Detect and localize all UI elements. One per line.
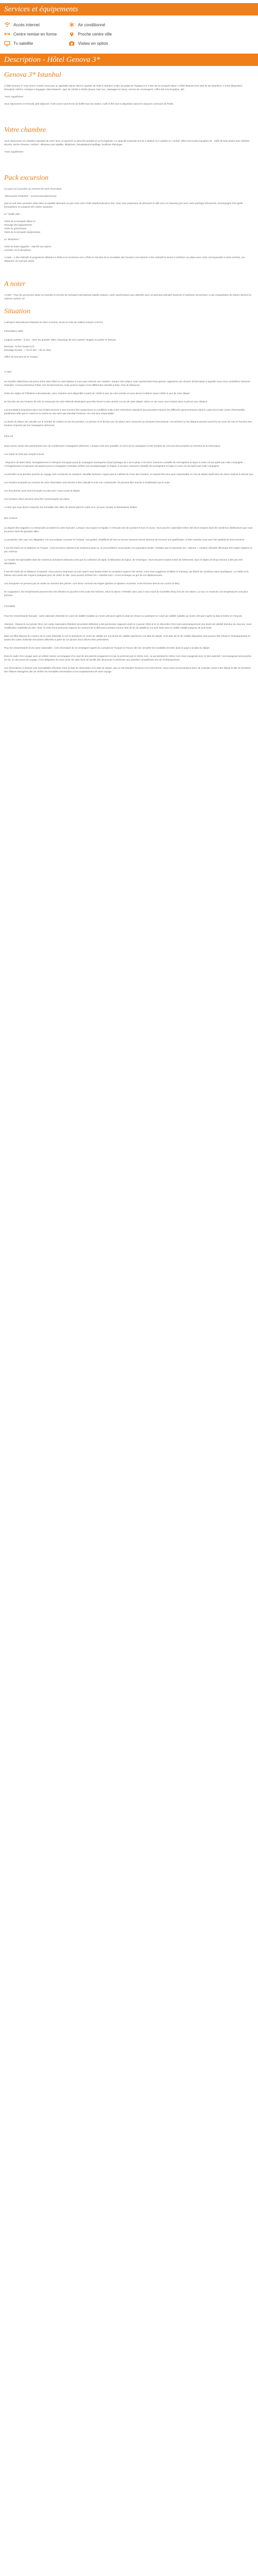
service-item (69, 40, 123, 46)
situation-paragraph: La première et la dernière journée du voyage sont consacrés au transport. Mondial Tourisme n'ayant pas la maîtrise du choix des horaires, ne saurait être tenu pour responsable en cas de départ tardif et/ou de retour matinal le dernier jour. (4, 473, 254, 476)
info-line: Office du tourisme de la Turquie (4, 355, 38, 358)
pack-paragraph: Visite de la mosquée Suleymaniye (4, 231, 41, 233)
service-label: Air conditionné (78, 22, 105, 27)
situation-heading: Situation (4, 308, 30, 315)
service-item (69, 31, 123, 37)
situation-paragraph: A noter que vous devez respecter les formalités des villes de transit (dans le cadre d'un vol avec escale) et destinations finales. (4, 506, 138, 509)
service-label: Tv satellite (13, 41, 34, 46)
subheading: Formalités (4, 605, 15, 607)
situation-paragraph: L'aéroport international d'Istanbul se situe à environ 45 km et celui de Sabiha Gokçen à 50 km. (4, 321, 104, 324)
description-title: Description - Hôtel Genova 3* (4, 56, 100, 64)
pack-paragraph: Le "Bosphore" : (4, 238, 21, 241)
hotel-heading: Genova 3* Istanbul (4, 71, 61, 79)
situation-paragraph: Les prestations proposées dans nos forfaits peuvent à tout moment être suspendues ou modifiées suite à des restrictions sanitaires qui pourraient imposer les différents gouvernements dans le cadre de la lutte contre d'éventuelles pandémies telle que le Covid-19 ou autres et cela sans que Mondial Tourisme n'en soit tenu responsable. (4, 409, 245, 415)
pack-paragraph: "Découverte d'Istanbul" : (4 Excursions/personne) (4, 195, 57, 197)
service-item (4, 40, 58, 46)
service-label: Proche centre ville (78, 31, 112, 37)
situation-paragraph: Il est très facile de se déplacer à Istanbul. Vous pouvez emprunter un taxi mais il vous faudra éviter la circulation toujours très dense, nous vous suggérons d'utiliser le tramway, qui désert de nombreux sites touristiques. La météo et le bateau sont aussi des moyens pratiques pour de visiter la ville. Vous pouvez acheter les « Istanbul Kart » et les recharger au gré de vos déplacements. (4, 570, 249, 577)
room-heading: Votre chambre (4, 126, 46, 134)
situation-paragraph: Il est très facile de se déplacer en Turquie : vous trouverez aisément de nombreux taxis ou, si vous préférez vous joindre à la population locale, n'hésitez pas à emprunter les « dolmus », minibus collectifs effectuant des trajets réguliers et peu onéreux. (4, 547, 252, 553)
situation-paragraph: Les horaires retour peuvent vous être communiqués sur place. (4, 498, 70, 500)
service-item (69, 22, 123, 28)
snowflake-icon (69, 22, 75, 28)
situation-paragraph: Pour les ressortissants français : carte nationale d'identité en cours de validité (valable au moins 180 jours après la date de retour) ou passeport en cours de validité (valable au moins 150 jours après la date d'entrée en Turquie). (4, 615, 243, 617)
service-label: Centre remise en forme (13, 31, 57, 37)
situation-paragraph: En Cappadoce, les températures peuvent être très élevées en journée et les nuits très fraîches, selon la saison. N'hésitez donc pas à vous munir de bouteilles d'eau lors de vos visites. La nuit, en revanche, les températures sont plus fraîches. (4, 590, 248, 597)
situation-paragraph: Mais cet effet dispose du contenu de la carte d'identité ou sur le passeport en cours de validité sur une durée de validité supérieure à la date de départ. Si la date de fin de validité dépassée vous pouvez être refusé à l'embarquement et seules les cartes d'identité sécurisées délivrées à partir du 1er janvier 2014 doivent être présentées. (4, 635, 250, 641)
situation-paragraph: Le pourboire, bien que non obligatoire, est une pratique courante en Turquie. Les guides, chauffeurs de bus ou encore serveurs seront heureux de recevoir une gratification, si bien entendu vous avez été satisfait de leurs services. (4, 538, 245, 541)
situation-paragraph: En fonction de vos horaires de vols, le restaurant de votre hôtel de destination peut être fermé à votre arrivée ou lors de votre départ. Dans ce cas nous vous invitons donc à prévoir une collation. (4, 400, 208, 403)
pack-paragraph: Visite du bazar égyptien - Marché aux épices (4, 245, 52, 248)
service-label: Accès internet (13, 22, 40, 27)
situation-paragraph: Selon les règles de l'hôtellerie internationale, votre chambre sera disponible à partir de 14h00 le jour de votre arrivée et vous devrez la libérer avant 12h00 le jour de votre départ. (4, 392, 190, 395)
pack-paragraph: Passage des hippodromes (4, 224, 33, 226)
info-line: Décalage horaire : + 1h en été / +2h en hiver (4, 349, 52, 351)
info-line: Langues parlées : le turc - dans les grandes villes, beaucoup de turcs parlent l'anglais et parfois le français (4, 338, 116, 341)
situation-paragraph: Les documents vous seront envoyés au plus tard 7 jours avant le départ. (4, 489, 80, 492)
subheading: Infos vol (4, 435, 13, 437)
hotel-paragraph: L'hôtel Genova 3* vous donne rendez-vous pour un agréable séjour dans le quartier de Fatih à Istanbul, à 5km du palais de Topkapi et à 2,4km de la mosquée bleue. L'hôtel dispose d'un total de 38 chambres. A votre disposition: Réception 24h/24, consigne à bagages, blanchisserie*, spa* de 10h00 à 22h00 (sauna, bain turc, massages et soins), service de conciergerie, coffre-fort à la réception, wifi. (4, 84, 243, 91)
info-line: Monnaie : la livre turque (LT) (4, 345, 35, 348)
tv-icon (4, 40, 10, 46)
dumbbell-icon (4, 31, 10, 37)
pack-paragraph: Le "Vieille ville" : (4, 213, 22, 215)
supplement-note: *Avec supplément (4, 150, 23, 153)
services-title: Services et équipements (4, 5, 78, 13)
situation-paragraph: Dans le cadre d'un voyage avec un enfant mineur accompagné d'un seul de ses parents uniquement et qui ne porterait pas le même nom, ou qui porterait le même nom mais voyagerait avec le tiers autorisé, l'accompagnant devra porter sur lui, un document de voyage. Il est obligatoire de vous munir de votre livret de famille afin de pouvoir le présenter aux autorités compétentes lors de l'embarquement. (4, 655, 252, 661)
room-paragraph: Vous séjournerez en chambre standard de 22m² avec un grand lit ou deux lits simples et un lit d'appoint. La capacité maximale est de 2 adultes ou 2 adultes et 1 enfant. Elles sont toutes équipées de : Salle de bain privée avec toilettes, douche, sèche-cheveux, minibar*, téléviseur par satellite, téléphone, climatisation/chauffage, bouilloire électrique. (4, 140, 250, 146)
situation-paragraph: Un transfert aller/retour est prévu entre votre hôtel ou votre bateau si vous avez réservé une croisière. Durant votre séjour, votre représentant francophone organisera une réunion d'information à laquelle nous vous conseillons vivement d'assister. Il vous présentera l'hôtel, son fonctionnement, mais aussi la région et les différentes activités à faire, hors de distances. (4, 380, 250, 386)
pack-paragraph: Ce pack est à prendre au moment de votre réservation. (4, 188, 62, 190)
pack-paragraph: A noter : A titre indicatif, le programme débutera à 9h30 et se terminera vers 17h00 en fonction de la circulation (les horaires sont donnés à titre indicatif et seront à confirmer sur place avec notre correspondant à votre arrivée). Les déjeuners ne sont pas inclus. (4, 256, 245, 262)
situation-paragraph: Le plupart des magasins ou restaurants acceptent la carte bancaire. Lorsque vous payez en liquide, il n'est pas rare de pousser le bon en euros. Vous pourrez cependant retirer des livres turques dans les nombreux distributeurs que vous trouverez dans les grandes villes. (4, 527, 253, 533)
situation-paragraph: La Turquie est spécialisée dans de nombreux domaines artisanaux tels que la confection de tapis, la fabrication de bijoux, de céramique. Vous trouverez toutes sortes de vêtements, sacs et objets de beaux facture à des prix très abordables. (4, 558, 243, 565)
situation-paragraph: Attention : Depuis le 1er janvier 2014, les cartes nationales d'identité sécurisées délivrées à des personnes majeures entre le 2 janvier 2004 et le 31 décembre 2013 sont automatiquement une durée de validité étendue de cinq ans, sans modification matérielle du titre. Ainsi, la carte d'une personne majeure au moment de la délivrance portant comme date de fin de validité le 2.5 avril 2020 sera en réalité valable jusqu'au 25 avril 2025. (4, 623, 252, 629)
pack-paragraph: Que ce soit votre première visite dans la capitale ottomane ou que vous avez visité Istanbul plusieurs fois, nous vous proposons de découvrir la ville sous un nouveau jour avec notre package découverte, accompagné d'un guide francophone et composé des visites suivantes : (4, 202, 243, 208)
info-heading: Informations utiles (4, 330, 24, 332)
situation-paragraph: La durée du séjour est calculée sur le nombre de nuitées et non de journées. Le premier et le dernier jour du séjour sont consacrés au transport international. Les arrivées ou les départs peuvent avoir lieu en cours de nuit en fonction des horaires imposés par les compagnies aériennes. (4, 420, 252, 427)
subheading: Bon à savoir (4, 517, 18, 519)
pack-paragraph: Visite du grand bazar (4, 227, 27, 230)
situation-paragraph: Nous avons conclu des partenariats avec de nombreuses compagnies aériennes. Lorsque cela sera possible, le choix de la compagnie et des horaires de vol vous sera proposé au moment de la réservation. (4, 445, 221, 447)
pack-paragraph: Croisière sur le Bosphore (4, 249, 31, 251)
note-paragraph: A noter : Pour les personnes ayant un transfert à l'arrivée de l'aéroport international Sabiha Gokçen, notre représentant vous attendra avec un panneau Mondial Tourisme à l'extérieur du terminal, à une cinquantaine de mètres derrière la colonne numéro 10. (4, 294, 251, 300)
situation-paragraph: - Depuis le 26 Mars 2023, l'enregistrement à l'aéroport est payant pour la compagnie SunExpress (Sauf passager de 1 an et plus). Il est donc vivement conseillé de s'enregistrer en ligne si votre vol est opéré par cette compagnie. - L'enregistrement à l'aéroport est payant pour la compagnie Corendon Airlines (10 euros/passager et /trajet). Il est donc vivement conseillé de s'enregistrer en ligne si votre vol est opéré par cette compagnie. (4, 461, 245, 467)
location-pin-icon (69, 31, 75, 37)
description-banner (0, 54, 258, 66)
pack-heading: Pack excursion (4, 174, 49, 182)
wifi-icon (4, 22, 10, 28)
supplement-note: *Avec supplément (4, 95, 23, 98)
situation-paragraph: Les repas ne sont pas compris à bord. (4, 453, 45, 455)
situation-paragraph: Les informations ci-dessus sont susceptibles d'évoluer entre la date de réservation et la date de départ, que ce soit Mondial Tourisme n'en soit informé. Nous vous recommandons donc de consulter avant votre départ le site du ministère des Affaires étrangères afin de vérifier les formalités nécessaires à l'accomplissement de votre voyage. (4, 667, 251, 673)
camera-icon (69, 40, 75, 46)
situation-paragraph: Pour les ressortissants d'une autre nationalité : il est nécessaire de se renseigner auprès du consulat de Turquie en France afin de connaître les modalités d'entrée dans le pays à la date du départ. (4, 647, 211, 649)
situation-paragraph: Les mosquées ne peuvent pas se visiter au moment des prières. Une tenue correcte est exigée (jambes et épaules couvertes, et les femmes devront se couvrir la tête). (4, 582, 180, 585)
services-grid (0, 15, 127, 54)
subheading: A noter (4, 370, 12, 373)
note-heading: A noter (4, 280, 26, 288)
service-label: Visites en option (78, 41, 108, 46)
service-item (4, 22, 58, 28)
pack-paragraph: Visite de la mosquée Bleue et (4, 220, 36, 223)
service-item (4, 31, 58, 37)
hotel-paragraph: Vous séjournerez en formule petit déjeuner, il sera servi sous forme de buffet tous les matins. Café et thé sont à disposition dans les espaces communs de l'hôtel. (4, 103, 174, 105)
situation-paragraph: Les horaires proposés au moment de votre réservation sont donnés à titre indicatif et sont non contractuels. Ils peuvent être soumis à modification par la suite. (4, 481, 170, 484)
services-banner (0, 3, 258, 15)
